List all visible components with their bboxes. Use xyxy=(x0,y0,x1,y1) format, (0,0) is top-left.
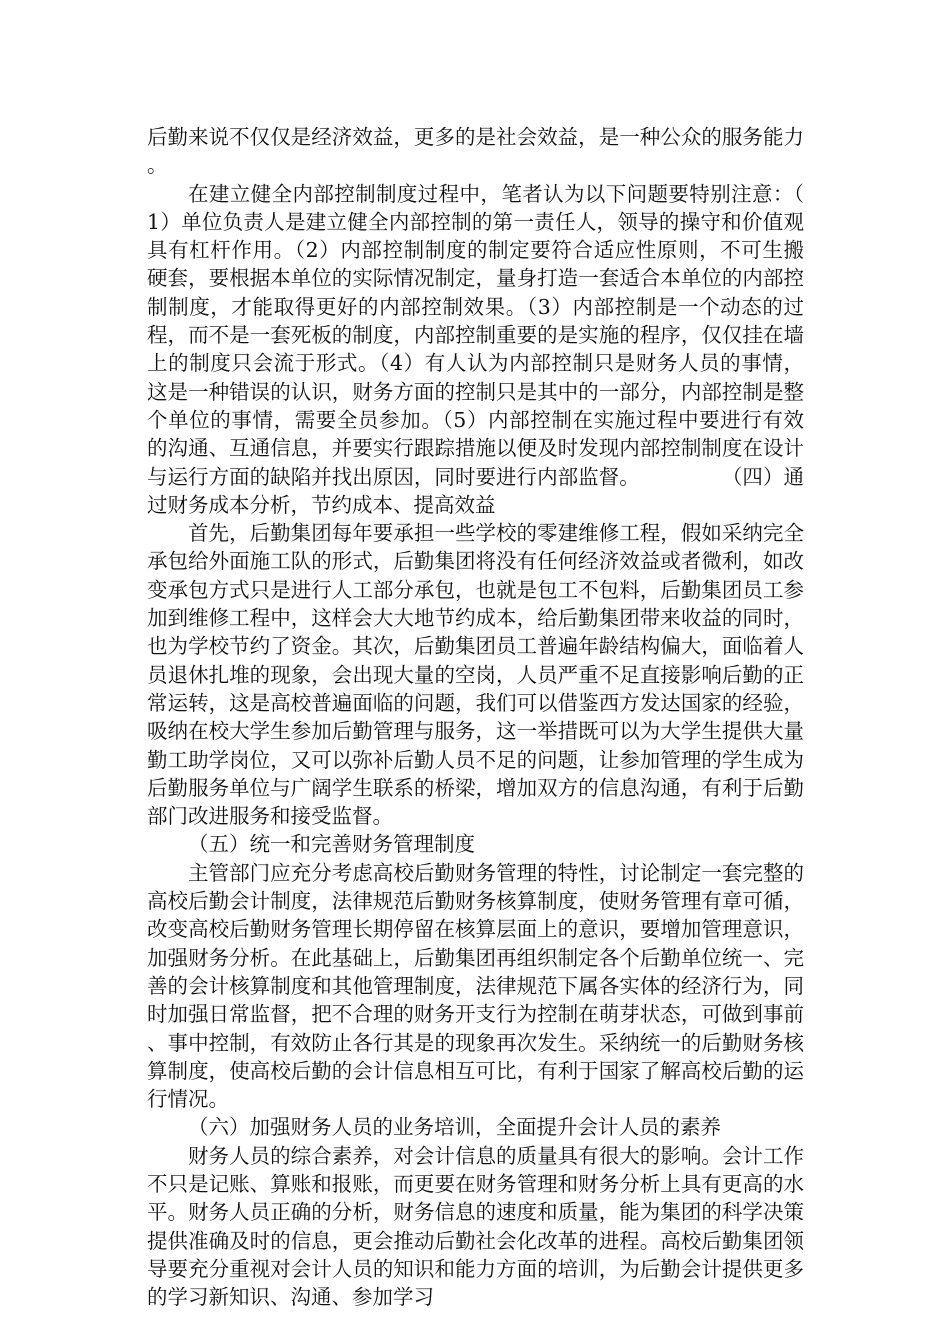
paragraph-management-system: 主管部门应充分考虑高校后勤财务管理的特性，讨论制定一套完整的高校后勤会计制度，法律规范后勤财务核算制度，使财务管理有章可循，改变高校后勤财务管理长期停留在核算层面上的意识，要增加管理意识，加强财务分析。在此基础上，后勤集团再组织制定各个后勤单位统一、完善的会计核算制度和其他管理制度，法律规范下属各实体的经济行为，同时加强日常监督，把不合理的财务开支行为控制在萌芽状态，可做到事前、事中控制，有效防止各行其是的现象再次发生。采纳统一的后勤财务核算制度，使高校后勤的会计信息相互可比，有利于国家了解高校后勤的运行情况。 xyxy=(147,860,804,1112)
section-heading-five: （五）统一和完善财务管理制度 xyxy=(188,832,475,857)
section-heading-six: （六）加强财务人员的业务培训，全面提升会计人员的素养 xyxy=(188,1115,721,1140)
paragraph-staff-training: 财务人员的综合素养，对会计信息的质量具有很大的影响。会计工作不只是记账、算账和报账，而更要在财务管理和财务分析上具有更高的水平。财务人员正确的分析，财务信息的速度和质量，能为集团的科学决策提供准确及时的信息，更会推动后勤社会化改革的进程。高校后勤集团领导要充分重视对会计人员的知识和能力方面的培训，为后勤会计提供更多的学习新知识、沟通、参加学习 xyxy=(147,1143,804,1310)
paragraph-continuation: 后勤来说不仅仅是经济效益，更多的是社会效益，是一种公众的服务能力。 xyxy=(147,125,804,178)
paragraph-cost-analysis: 首先，后勤集团每年要承担一些学校的零建维修工程，假如采纳完全承包给外面施工队的形式，后勤集团将没有任何经济效益或者微利，如改变承包方式只是进行人工部分承包，也就是包工不包料，后勤集团员工参加到维修工程中，这样会大大地节约成本，给后勤集团带来收益的同时，也为学校节约了资金。其次，后勤集团员工普遍年龄结构偏大，面临着人员退休扎堆的现象，会出现大量的空岗，人员严重不足直接影响后勤的正常运转，这是高校普遍面临的问题，我们可以借鉴西方发达国家的经验，吸纳在校大学生参加后勤管理与服务，这一举措既可以为大学生提供大量勤工助学岗位，又可以弥补后勤人员不足的问题，让参加管理的学生成为后勤服务单位与广阔学生联系的桥梁，增加双方的信息沟通，有利于后勤部门改进服务和接受监督。 xyxy=(147,521,804,829)
document-body xyxy=(147,123,804,1311)
paragraph-internal-control-issues: 在建立健全内部控制制度过程中，笔者认为以下问题要特别注意：（1）单位负责人是建立健全内部控制的第一责任人，领导的操守和价值观具有杠杆作用。（2）内部控制制度的制定要符合适应性原则，不可生搬硬套，要根据本单位的实际情况制定，量身打造一套适合本单位的内部控制制度，才能取得更好的内部控制效果。（3）内部控制是一个动态的过程，而不是一套死板的制度，内部控制重要的是实施的程序，仅仅挂在墙上的制度只会流于形式。（4）有人认为内部控制只是财务人员的事情，这是一种错误的认识，财务方面的控制只是其中的一部分，内部控制是整个单位的事情，需要全员参加。（5）内部控制在实施过程中要进行有效的沟通、互通信息，并要实行跟踪措施以便及时发现内部控制制度在设计与运行方面的缺陷并找出原因，同时要进行内部监督。 （四）通过财务成本分析，节约成本、提高效益 xyxy=(147,181,804,517)
